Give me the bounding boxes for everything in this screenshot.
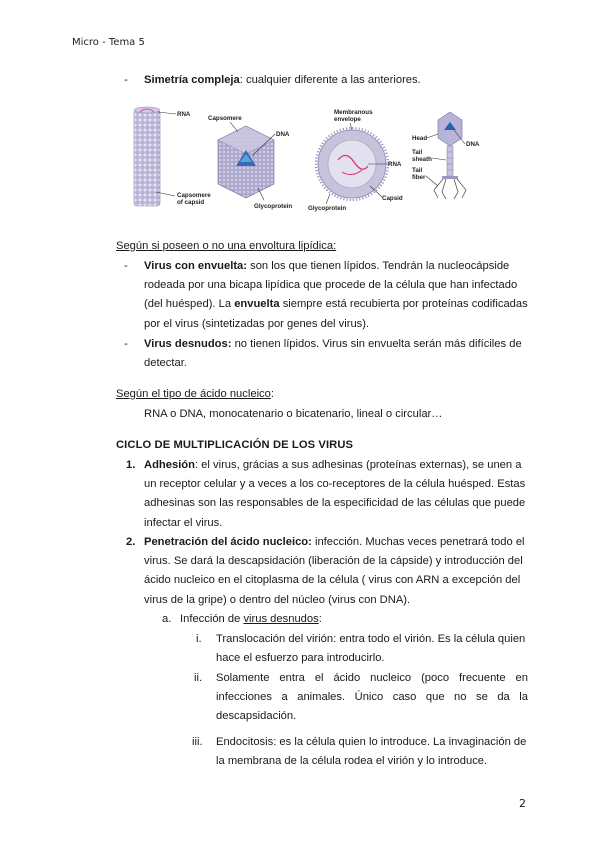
- sub-heading-prefix: Infección de: [180, 613, 241, 625]
- label-capsomere-of-capsid-line1: Capsomere: [177, 192, 211, 199]
- label-dna-2: DNA: [466, 141, 480, 148]
- step-adhesion: [144, 456, 528, 533]
- simetria-compleja-item: [144, 71, 534, 90]
- roman-number: i.: [196, 633, 202, 645]
- text-line: [144, 335, 528, 354]
- text-line: adhesinas son las responsables de la especificidad de las células que puede: [144, 497, 526, 510]
- bacteriophage-illustration: [434, 112, 466, 199]
- roman-number: iii.: [192, 736, 203, 748]
- label-tail-sheath-line2: sheath: [412, 156, 432, 163]
- text-line: virus de la gripe) o dentro del núcleo (virus con DNA).: [144, 593, 411, 606]
- label-rna-2: RNA: [388, 161, 402, 168]
- sub-letter: a.: [162, 613, 172, 625]
- step-number: 2.: [126, 536, 136, 548]
- bullet-dash: -: [124, 260, 128, 272]
- envuelta-bold: envuelta: [234, 298, 280, 311]
- acido-text: RNA o DNA, monocatenario o bicatenario, lineal o circular…: [144, 408, 443, 420]
- text-line: virus. Se dará la descapsidación (liberación de la cápside) y introducción del: [144, 555, 523, 568]
- text-segment: son los que tienen lípidos. Tendrán la nucleocápside: [250, 260, 510, 272]
- sub-item-endocitosis: [216, 733, 528, 771]
- text-segment: siempre está recubierta por proteínas codificadas: [282, 298, 528, 311]
- acido-heading: [116, 385, 274, 404]
- text-line: Translocación del virión: entra todo el virión. Es la célula quien: [216, 633, 526, 645]
- text-line: hace el esfuerzo para introducirlo.: [216, 652, 385, 665]
- acido-heading-colon: :: [270, 388, 274, 400]
- text-line: detectar.: [144, 357, 187, 370]
- text-line: por el virus (sintetizadas por genes del virus).: [144, 317, 370, 330]
- adhesion-term: Adhesión: [144, 459, 195, 471]
- text-segment: : el virus, grácias a sus adhesinas (proteínas externas), se unen a: [194, 459, 522, 471]
- text-line: infecciones a animales. Único caso que no se da la: [216, 691, 528, 704]
- acido-heading-text: Según el tipo de ácido nucleico: [116, 388, 271, 400]
- text-line: ácido nucleico en el citoplasma de la célula ( virus con ARN a excepción del: [144, 574, 521, 587]
- text-line: [144, 257, 528, 276]
- label-tail-sheath-line1: Tail: [412, 149, 423, 156]
- label-capsomere-of-capsid-line2: of capsid: [177, 199, 205, 206]
- text-line: Solamente entra el ácido nucleico (poco frecuente en: [216, 672, 528, 684]
- label-glycoprotein-1: Glycoprotein: [254, 203, 293, 210]
- sub-item-acido-nucleico: [216, 669, 528, 727]
- step-number: 1.: [126, 459, 136, 471]
- simetria-text: : cualquier diferente a las anteriores.: [239, 74, 421, 86]
- text-line: rodeada por una bicapa lipídica que procede de la célula que han infectado: [144, 279, 518, 292]
- bullet-dash: -: [124, 74, 128, 86]
- text-line: la membrana de la célula rodea el virión y lo introduce.: [216, 755, 488, 768]
- virus-con-envuelta-item: [144, 257, 528, 334]
- label-dna-1: DNA: [276, 131, 290, 138]
- label-capsid: Capsid: [382, 195, 403, 202]
- penetracion-term: Penetración del ácido nucleico:: [144, 536, 312, 548]
- text-segment: no tienen lípidos. Virus sin envuelta serán más difíciles de: [234, 338, 522, 350]
- sub-heading-underlined: virus desnudos: [243, 613, 319, 625]
- label-capsomere-1: Capsomere: [208, 115, 242, 122]
- label-membranous-envelope-line1: Membranous: [334, 109, 373, 116]
- text-line: un receptor celular y a veces a los co-receptores de la célula huésped. Estas: [144, 478, 526, 491]
- text-line: descapsidación.: [216, 710, 297, 723]
- text-line: Endocitosis: es la célula quien lo introduce. La invaginación de: [216, 736, 527, 748]
- sub-heading: [180, 610, 322, 629]
- virus-desnudos-term: Virus desnudos:: [144, 338, 232, 350]
- sub-heading-colon: :: [318, 613, 322, 625]
- text-segment: (del huésped). La: [144, 298, 232, 311]
- text-line: [144, 456, 528, 475]
- simetria-term: Simetría compleja: [144, 74, 240, 86]
- ciclo-title: CICLO DE MULTIPLICACIÓN DE LOS VIRUS: [116, 439, 354, 451]
- label-tail-fiber-line2: fiber: [412, 174, 426, 181]
- text-line: infectar el virus.: [144, 516, 223, 529]
- bullet-dash: -: [124, 338, 128, 350]
- label-rna-1: RNA: [177, 111, 191, 118]
- sub-item-translocacion: [216, 630, 528, 668]
- envoltura-heading-text: Según si poseen o no una envoltura lipídica:: [116, 240, 337, 252]
- text-line: [144, 533, 528, 552]
- roman-number: ii.: [194, 672, 203, 684]
- page-header: Micro - Tema 5: [72, 37, 145, 48]
- label-glycoprotein-2: Glycoprotein: [308, 205, 347, 212]
- text-segment: infección. Muchas veces penetrará todo el: [314, 536, 525, 548]
- label-tail-fiber-line1: Tail: [412, 167, 423, 174]
- virus-con-envuelta-term: Virus con envuelta:: [144, 260, 247, 272]
- envoltura-heading: [116, 237, 336, 256]
- step-penetracion: [144, 533, 528, 610]
- polyhedral-virus-illustration: [218, 126, 274, 198]
- label-membranous-envelope-line2: envelope: [334, 116, 361, 123]
- label-head: Head: [412, 135, 428, 142]
- text-line: [144, 295, 528, 314]
- page-number: 2: [519, 797, 526, 810]
- helical-virus-illustration: [134, 107, 160, 206]
- virus-desnudos-item: [144, 335, 528, 373]
- virus-morphology-figure: [120, 100, 500, 220]
